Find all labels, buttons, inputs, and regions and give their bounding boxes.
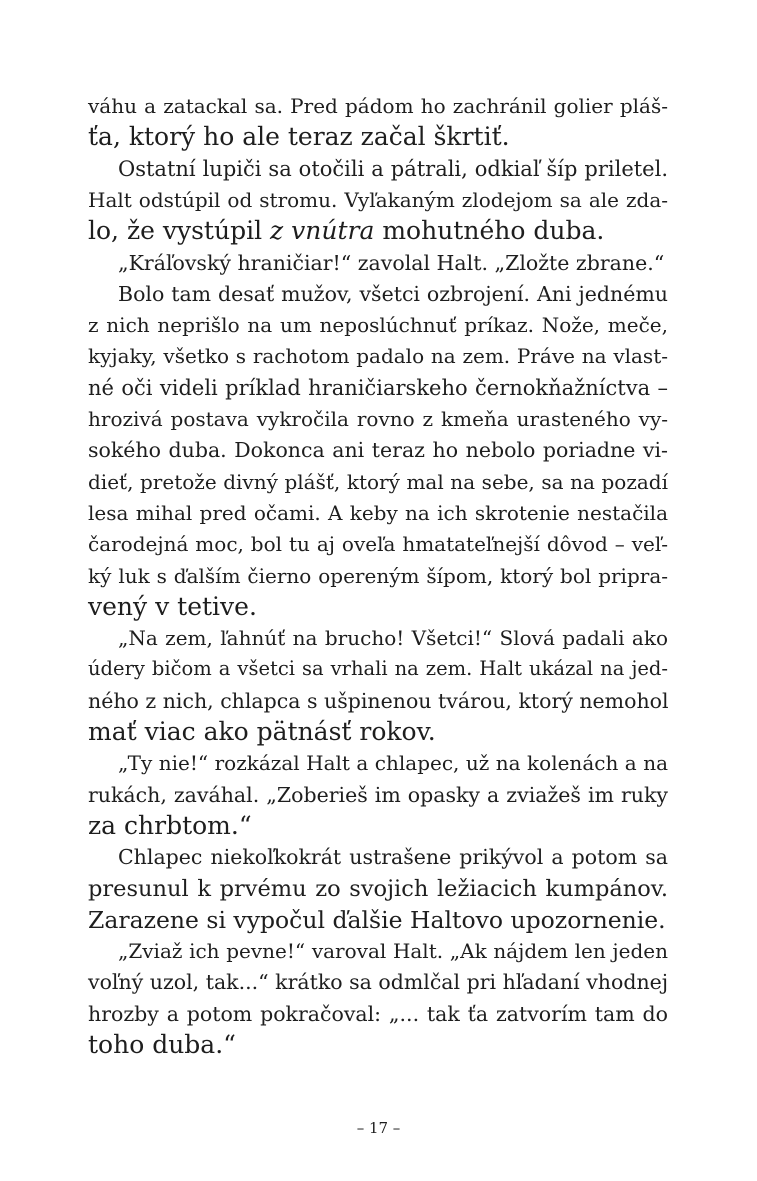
text-line: ťa, ktorý ho ale teraz začal škrtiť.: [88, 122, 510, 152]
text-line: hrozby a potom pokračoval: „... tak ťa zatvorím tam do: [88, 1001, 668, 1026]
text-line: hrozivá postava vykročila rovno z kmeňa urasteného vy-: [88, 407, 668, 431]
text-line: toho duba.“: [88, 1030, 236, 1059]
text-line: lesa mihal pred očami. A keby na ich skrotenie nestačila: [88, 500, 668, 525]
text-line: né oči videli príklad hraničiarskeho černokňažníctva –: [88, 375, 668, 400]
text-line: Bolo tam desať mužov, všetci ozbrojení. Ani jednému: [118, 281, 668, 306]
text-line: „Kráľovský hraničiar!“ zavolal Halt. „Zložte zbrane.“: [118, 250, 665, 275]
text-segment: lo, že vystúpil: [88, 216, 271, 246]
text-segment: mohutného duba.: [374, 216, 605, 246]
text-line: mať viac ako pätnásť rokov.: [88, 717, 436, 746]
text-line: ného z nich, chlapca s ušpinenou tvárou, ktorý nemohol: [88, 688, 669, 713]
text-line: vený v tetive.: [88, 591, 257, 621]
text-line: sokého duba. Dokonca ani teraz ho nebolo poriadne vi-: [88, 438, 668, 463]
text-line: „Zviaž ich pevne!“ varoval Halt. „Ak nájdem len jeden: [118, 939, 668, 964]
text-line: Ostatní lupiči sa otočili a pátrali, odkiaľ šíp priletel.: [118, 156, 668, 181]
text-line: Halt odstúpil od stromu. Vyľakaným zlodejom sa ale zda-: [88, 187, 668, 212]
text-line: dieť, pretože divný plášť, ktorý mal na sebe, sa na pozadí: [88, 469, 668, 494]
text-line: údery bičom a všetci sa vrhali na zem. Halt ukázal na jed-: [88, 657, 668, 681]
text-line: Chlapec niekoľkokrát ustrašene prikývol a potom sa: [118, 845, 668, 870]
text-line: „Na zem, ľahnúť na brucho! Všetci!“ Slová padali ako: [118, 626, 668, 651]
text-line: Zarazene si vypočul ďalšie Haltovo upozornenie.: [88, 905, 666, 934]
text-line: voľný uzol, tak...“ krátko sa odmlčal pri hľadaní vhodnej: [88, 970, 669, 995]
emphasized-phrase: z vnútra: [270, 216, 375, 246]
page-number: – 17 –: [356, 1119, 401, 1137]
text-line: ký luk s ďalším čierno opereným šípom, ktorý bol pripra-: [88, 563, 668, 588]
text-line: rukách, zaváhal. „Zoberieš im opasky a zviažeš im ruky: [88, 782, 668, 807]
text-line: za chrbtom.“: [88, 810, 252, 840]
text-line: z nich neprišlo na um neposlúchnuť príkaz. Nože, meče,: [88, 313, 668, 338]
text-line: „Ty nie!“ rozkázal Halt a chlapec, už na kolenách a na: [118, 751, 668, 776]
text-line: kyjaky, všetko s rachotom padalo na zem. Práve na vlast-: [88, 344, 668, 369]
text-line: presunul k prvému zo svojich ležiacich kumpánov.: [88, 875, 668, 902]
text-line: čarodejná moc, bol tu aj oveľa hmatateľnejší dôvod – veľ-: [88, 532, 668, 557]
text-line: váhu a zatackal sa. Pred pádom ho zachránil golier pláš-: [88, 94, 668, 118]
